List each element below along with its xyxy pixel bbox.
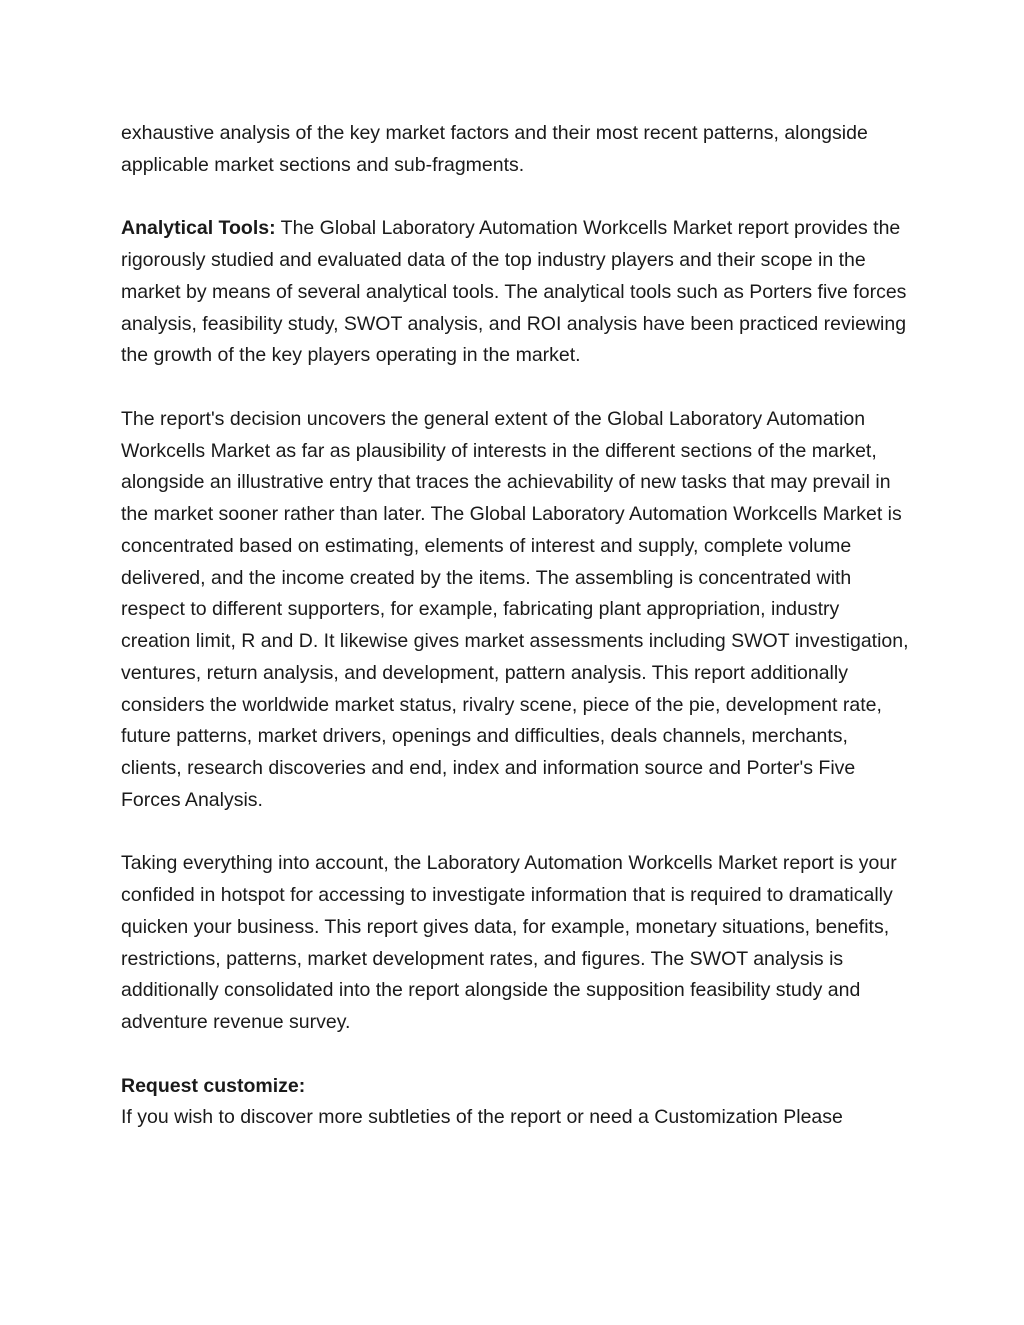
report-decision-paragraph: The report's decision uncovers the general extent of the Global Laboratory Automation Workcells Market as far as plausibility of interests in the different sections of the market, alongside an illustrative entry that traces the achievability of new tasks that may prevail in the market sooner rather than later. The Global Laboratory Automation Workcells Market is concentrated based on estimating, elements of interest and supply, complete volume delivered, and the income created by the items. The assembling is concentrated with respect to different supporters, for example, fabricating plant appropriation, industry creation limit, R and D. It likewise gives market assessments including SWOT investigation, ventures, return analysis, and development, pattern analysis. This report additionally considers the worldwide market status, rivalry scene, piece of the pie, development rate, future patterns, market drivers, openings and difficulties, deals channels, merchants, clients, research discoveries and end, index and information source and Porter's Five Forces Analysis. [121, 407, 909, 811]
analytical-tools-paragraph [121, 213, 911, 372]
document-page [121, 118, 911, 1134]
intro-paragraph: exhaustive analysis of the key market factors and their most recent patterns, alongside applicable market sections and sub-fragments. [121, 122, 868, 176]
summary-paragraph: Taking everything into account, the Laboratory Automation Workcells Market report is your confided in hotspot for accessing to investigate information that is required to dramatically quicken your business. This report gives data, for example, monetary situations, benefits, restrictions, patterns, market development rates, and figures. The SWOT analysis is additionally consolidated into the report alongside the supposition feasibility study and adventure revenue survey. [121, 852, 897, 1033]
analytical-tools-body: The Global Laboratory Automation Workcells Market report provides the rigorously studied and evaluated data of the top industry players and their scope in the market by means of several analytical tools. The analytical tools such as Porters five forces analysis, feasibility study, SWOT analysis, and ROI analysis have been practiced reviewing the growth of the key players operating in the market. [121, 217, 907, 367]
request-customize-body: If you wish to discover more subtleties of the report or need a Customization Please [121, 1106, 843, 1129]
request-customize-heading: Request customize: [121, 1074, 306, 1097]
analytical-tools-heading: Analytical Tools: [121, 217, 276, 240]
request-customize-paragraph [121, 1071, 911, 1135]
